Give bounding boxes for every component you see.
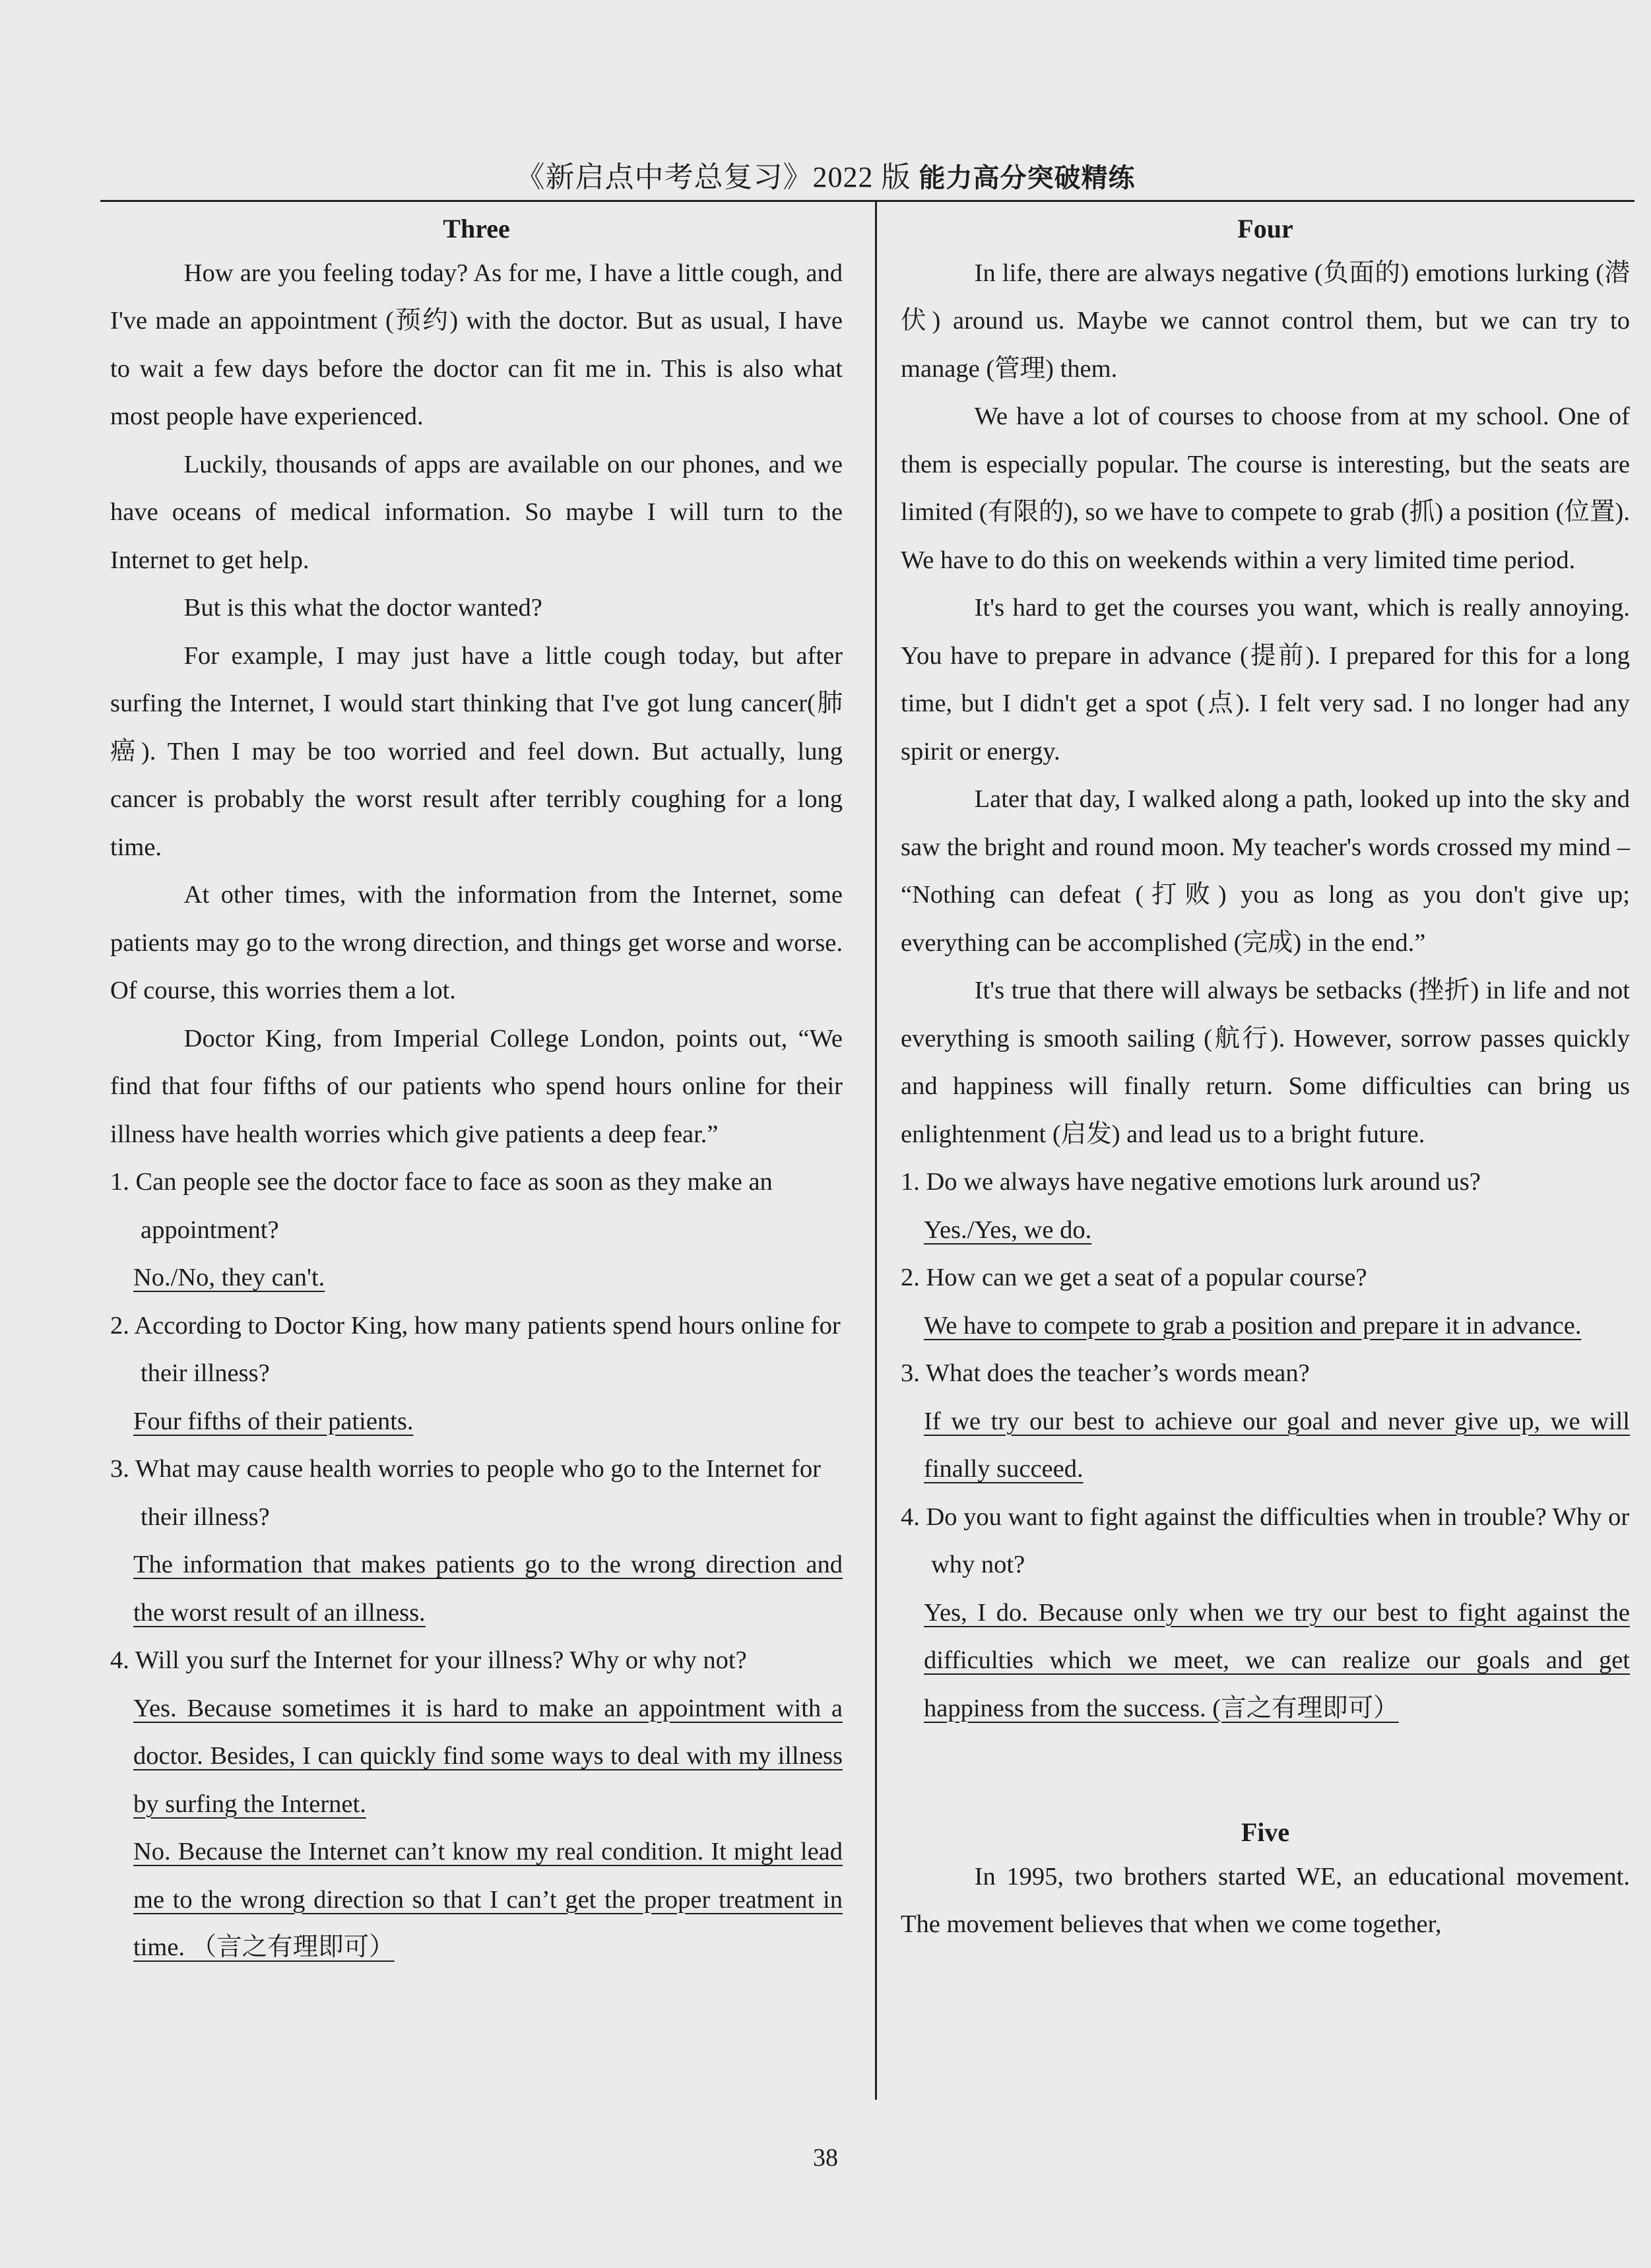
four-answer-2: We have to compete to grab a position and prepare it in advance. [924,1311,1582,1340]
page-header [0,153,1651,195]
four-answer-4: Yes, I do. Because only when we try our best to fight against the difficulties which we meet, we can realize our goals and get happiness from the success. (言之有理即可） [924,1598,1630,1722]
four-paragraph-2: We have a lot of courses to choose from at my school. One of them is especially popular. The course is interesting, but the seats are limited (有限的), so we have to compete to grab (抓) a position (位置). We have to do this on weekends within a very limited time period. [901,403,1630,574]
three-paragraph-4: For example, I may just have a little cough today, but after surfing the Internet, I would start thinking that I've got lung cancer(肺癌). Then I may be too worried and feel down. But actually, lung cancer is probably the worst result after terribly coughing for a long time. [110,641,843,861]
section-spacer [901,1732,1630,1805]
section-title-five: Five [1241,1817,1290,1847]
three-answer-1: No./No, they can't. [133,1264,325,1291]
five-paragraph-1: In 1995, two brothers started WE, an educational movement. The movement believes that when we come together, [901,1862,1630,1938]
three-answer-2: Four fifths of their patients. [133,1407,414,1435]
four-paragraph-4: Later that day, I walked along a path, looked up into the sky and saw the bright and round moon. My teacher's words crossed my mind – “Nothing can defeat (打败) you as long as you don't give up; everything can be accomplished (完成) in the end.” [901,785,1630,957]
three-question-4: 4. Will you surf the Internet for your illness? Why or why not? [110,1646,747,1674]
four-answer-3: If we try our best to achieve our goal and never give up, we will finally succeed. [924,1407,1630,1483]
column-divider [875,201,877,2100]
four-question-1: 1. Do we always have negative emotions lurk around us? [901,1168,1481,1196]
three-paragraph-6: Doctor King, from Imperial College London, points out, “We find that four fifths of our patients who spend hours online for their illness have health worries which give patients a deep fear.” [110,1024,843,1148]
four-answer-1: Yes./Yes, we do. [924,1215,1092,1244]
three-question-2: 2. According to Doctor King, how many patients spend hours online for their illness? [110,1311,841,1387]
four-paragraph-5: It's true that there will always be setbacks (挫折) in life and not everything is smooth sailing (航行). However, sorrow passes quickly and happiness will finally return. Some difficulties can bring us enlightenment (启发) and lead us to a bright future. [901,977,1630,1148]
three-question-1: 1. Can people see the doctor face to face as soon as they make an appointment? [110,1168,773,1244]
three-paragraph-1: How are you feeling today? As for me, I have a little cough, and I've made an appointment (预约) with the doctor. But as usual, I have to wait a few days before the doctor can fit me in. This is also what most people have experienced. [110,259,843,430]
four-question-4: 4. Do you want to fight against the difficulties when in trouble? Why or why not? [901,1503,1630,1578]
four-question-3: 3. What does the teacher’s words mean? [901,1359,1310,1387]
three-paragraph-3: But is this what the doctor wanted? [183,594,542,622]
four-paragraph-1: In life, there are always negative (负面的) emotions lurking (潜伏) around us. Maybe we cannot control them, but we can try to manage (管理) them. [901,259,1630,383]
section-title-three: Three [443,214,510,243]
three-answer-4-no: No. Because the Internet can’t know my real condition. It might lead me to the wrong direction so that I can’t get the proper treatment in time. （言之有理即可） [133,1838,843,1961]
three-answer-4-yes: Yes. Because sometimes it is hard to make an appointment with a doctor. Besides, I can quickly find some ways to deal with my illness by surfing the Internet. [133,1694,843,1818]
page-number: 38 [813,2144,838,2172]
left-column [110,201,843,1972]
four-paragraph-3: It's hard to get the courses you want, which is really annoying. You have to prepare in advance (提前). I prepared for this for a long time, but I didn't get a spot (点). I felt very sad. I no longer had any spirit or energy. [901,594,1630,765]
three-paragraph-2: Luckily, thousands of apps are available on our phones, and we have oceans of medical information. So maybe I will turn to the Internet to get help. [110,450,843,574]
three-paragraph-5: At other times, with the information from the Internet, some patients may go to the wrong direction, and things get worse and worse. Of course, this worries them a lot. [110,881,843,1004]
three-question-3: 3. What may cause health worries to people who go to the Internet for their illness? [110,1455,821,1531]
book-title: 《新启点中考总复习》2022 版 [515,161,911,193]
series-title: 能力高分突破精练 [919,163,1136,193]
four-question-2: 2. How can we get a seat of a popular course? [901,1264,1367,1291]
right-column [901,201,1630,1949]
section-title-four: Four [1237,214,1293,243]
three-answer-3: The information that makes patients go to the wrong direction and the worst result of an illness. [133,1551,843,1627]
